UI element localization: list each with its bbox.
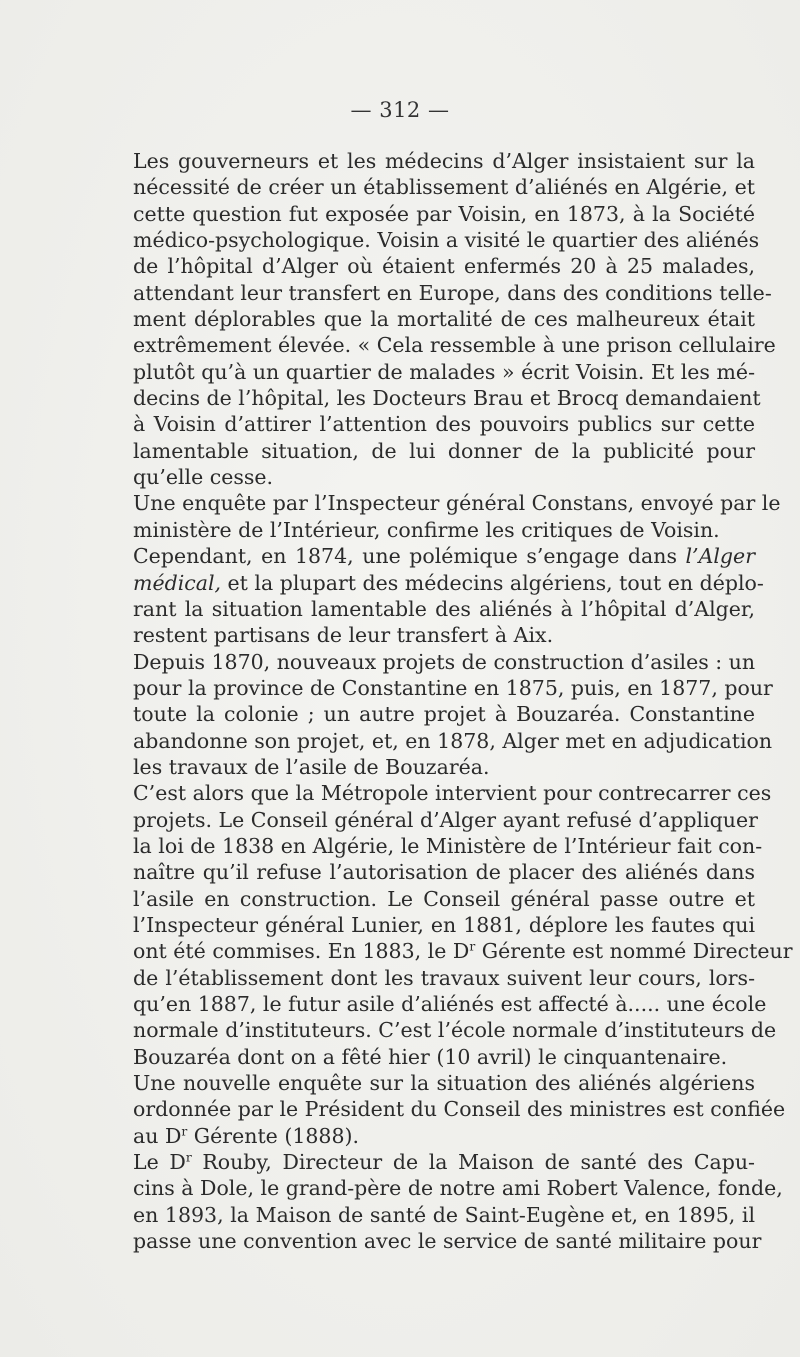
text-line: Les gouverneurs et les médecins d’Alger insistaient sur la — [133, 149, 755, 173]
text-line: médico-psychologique. Voisin a visité le quartier des aliénés — [133, 228, 760, 253]
page-number: — 312 — — [350, 98, 450, 122]
text-line: attendant leur transfert en Europe, dans des conditions telle- — [133, 280, 772, 305]
text-line: l’asile en construction. Le Conseil général passe outre et — [133, 886, 755, 911]
text-line: qu’en 1887, le futur asile d’aliénés est affecté à..... une école — [133, 992, 767, 1016]
text-line: au $D^r$ Gérente (1888). — [133, 1123, 360, 1148]
text-line: qu’elle cesse. — [133, 465, 274, 490]
text-line: lamentable situation, de lui donner de la publicité pour — [133, 438, 755, 463]
text-line: Depuis 1870, nouveaux projets de construction d’asiles : un — [133, 649, 756, 674]
body-text — [133, 148, 793, 1254]
text-line: médical, et la plupart des médecins algériens, tout en déplo- — [133, 570, 764, 595]
text-line: extrêmement élevée. « Cela ressemble à une prison cellulaire — [133, 333, 776, 358]
text-line: plutôt qu’à un quartier de malades » écrit Voisin. Et les mé- — [133, 359, 755, 384]
text-line: ordonnée par le Président du Conseil des ministres est confiée — [133, 1097, 786, 1122]
text-line: decins de l’hôpital, les Docteurs Brau et Brocq demandaient — [133, 386, 761, 411]
text-line: abandonne son projet, et, en 1878, Alger met en adjudication — [133, 728, 773, 753]
text-line: restent partisans de leur transfert à Aix. — [133, 623, 554, 648]
text-line: de l’hôpital d’Alger où étaient enfermés 20 à 25 malades, — [133, 254, 755, 279]
text-line: Le $D^r$ Rouby, Directeur de la Maison de santé des Capu- — [133, 1150, 755, 1175]
text-line: cette question fut exposée par Voisin, en 1873, à la Société — [133, 201, 755, 226]
text-line: passe une convention avec le service de santé militaire pour — [133, 1229, 762, 1254]
text-line: normale d’instituteurs. C’est l’école normale d’instituteurs de — [133, 1018, 777, 1043]
text-line: Bouzaréa dont on a fêté hier (10 avril) le cinquantenaire. — [133, 1044, 728, 1069]
text-line: pour la province de Constantine en 1875, puis, en 1877, pour — [133, 675, 773, 700]
text-line: Cependant, en 1874, une polémique s’engage dans l’Alger — [133, 544, 755, 569]
text-line: de l’établissement dont les travaux suivent leur cours, lors- — [133, 965, 755, 990]
text-line: C’est alors que la Métropole intervient pour contrecarrer ces — [133, 781, 772, 806]
text-line: la loi de 1838 en Algérie, le Ministère de l’Intérieur fait con- — [133, 833, 763, 858]
text-line: toute la colonie ; un autre projet à Bouzaréa. Constantine — [133, 702, 755, 727]
text-line: ment déplorables que la mortalité de ces malheureux était — [133, 307, 755, 332]
text-line: ministère de l’Intérieur, confirme les critiques de Voisin. — [133, 517, 720, 542]
text-line: cins à Dole, le grand-père de notre ami Robert Valence, fonde, — [133, 1176, 783, 1201]
text-line: ont été commises. En 1883, le $D^r$ Gérente est nommé Directeur — [133, 939, 793, 964]
text-line: naître qu’il refuse l’autorisation de placer des aliénés dans — [133, 860, 755, 885]
text-line: Une nouvelle enquête sur la situation des aliénés algériens — [133, 1071, 755, 1096]
text-line: en 1893, la Maison de santé de Saint-Eugène et, en 1895, il — [133, 1202, 755, 1227]
text-line: Une enquête par l’Inspecteur général Constans, envoyé par le — [133, 491, 781, 516]
text-line: les travaux de l’asile de Bouzaréa. — [133, 754, 490, 779]
text-line: à Voisin d’attirer l’attention des pouvoirs publics sur cette — [133, 412, 755, 437]
text-line: l’Inspecteur général Lunier, en 1881, déplore les fautes qui — [133, 912, 755, 937]
text-line: projets. Le Conseil général d’Alger ayant refusé d’appliquer — [133, 807, 758, 832]
text-line: rant la situation lamentable des aliénés à l’hôpital d’Alger, — [133, 596, 755, 621]
text-line: nécessité de créer un établissement d’aliénés en Algérie, et — [133, 175, 755, 200]
